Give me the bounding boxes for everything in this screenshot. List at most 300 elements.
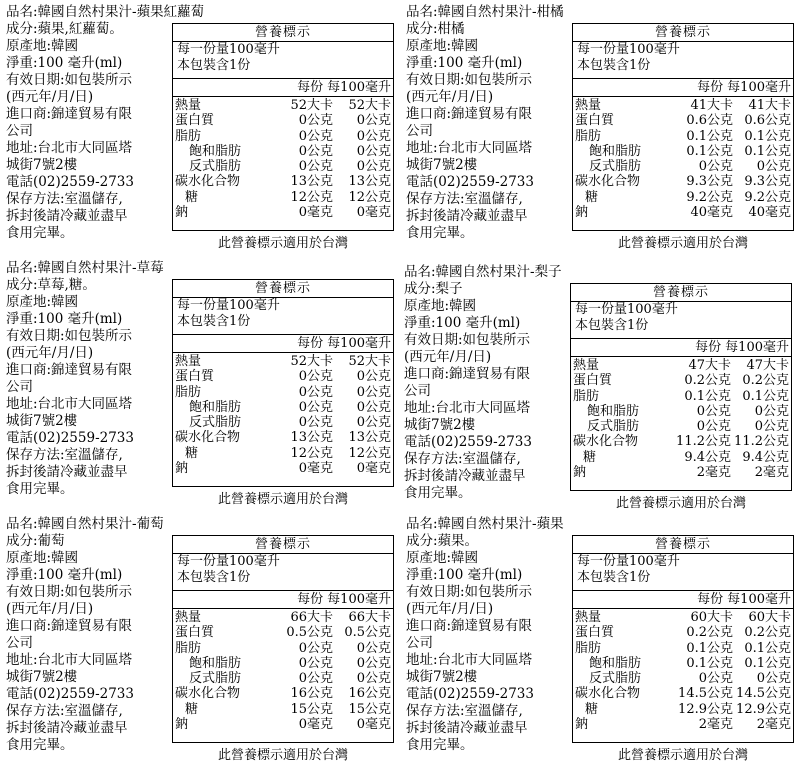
nutrient-name: 鈉 [175, 205, 189, 221]
nutrient-name: 熱量 [573, 358, 600, 373]
nutrient-row [173, 671, 393, 686]
per-serving-value: 16公克 [290, 686, 333, 702]
importer-line-1: 進口商:錦達貿易有限 [6, 362, 133, 378]
address-line-2: 城街7號2樓 [6, 669, 78, 685]
per-100ml-value: 0.5公克 [344, 625, 391, 641]
column-header [173, 78, 393, 97]
per-serving-value: 41大卡 [690, 98, 733, 113]
expiry-line-2: (西元年/月/日) [6, 89, 94, 105]
nutrient-row [173, 385, 393, 400]
per-serving-value: 0.2公克 [684, 373, 731, 389]
nutrient-name: 碳水化合物 [175, 430, 241, 446]
storage-line-1: 保存方法:室溫儲存, [6, 703, 123, 719]
per-100ml-value: 0.2公克 [742, 373, 789, 389]
per-serving-value: 0公克 [298, 640, 333, 656]
per-serving-value: 15公克 [290, 701, 333, 717]
servings-per-pack: 本包裝含1份 [177, 58, 251, 73]
applicability-note: 此營養標示適用於台灣 [617, 236, 748, 251]
expiry-line-1: 有效日期:如包裝所示 [406, 584, 533, 600]
per-100ml-value: 11.2公克 [734, 434, 789, 450]
product-name: 品名:韓國自然村果汁-蘋果 [406, 516, 564, 532]
storage-line-3: 食用完畢。 [406, 737, 474, 753]
servings-per-pack: 本包裝含1份 [577, 58, 651, 73]
nutrient-name: 熱量 [575, 610, 602, 625]
per-serving-value: 0.1公克 [684, 388, 731, 404]
address-line-1: 地址:台北市大同區塔 [406, 140, 533, 156]
nutrient-row [573, 190, 793, 205]
servings-per-pack: 本包裝含1份 [177, 314, 251, 329]
nutrient-row [173, 159, 393, 174]
serving-size: 每一份量100毫升 [577, 554, 680, 569]
ingredients: 成分:葡萄 [6, 533, 65, 549]
address-line-2: 城街7號2樓 [404, 417, 476, 433]
expiry-line-2: (西元年/月/日) [406, 89, 494, 105]
address-line-2: 城街7號2樓 [6, 157, 78, 173]
nutrient-row [571, 389, 791, 404]
storage-line-2: 拆封後請冷藏並盡早 [6, 464, 128, 480]
per-serving-value: 0毫克 [298, 461, 333, 477]
applicability-note: 此營養標示適用於台灣 [217, 236, 348, 251]
per-100ml-value: 0公克 [756, 159, 791, 175]
expiry-line-1: 有效日期:如包裝所示 [404, 332, 531, 348]
importer-line-2: 公司 [404, 383, 431, 399]
nutrient-row [573, 205, 793, 220]
storage-line-1: 保存方法:室溫儲存, [6, 191, 123, 207]
per-100ml-header: 每100毫升 [727, 80, 791, 95]
storage-line-2: 拆封後請冷藏並盡早 [404, 468, 526, 484]
storage-line-2: 拆封後請冷藏並盡早 [6, 208, 128, 224]
per-100ml-value: 0.1公克 [744, 128, 791, 144]
phone: 電話(02)2559-2733 [404, 434, 532, 450]
per-100ml-value: 0.2公克 [744, 625, 791, 641]
nutrient-table [173, 610, 393, 732]
per-serving-value: 52大卡 [290, 354, 333, 369]
product-name: 品名:韓國自然村果汁-蘋果紅蘿蔔 [6, 4, 205, 20]
nutrient-name: 反式脂肪 [189, 159, 242, 175]
nutrient-row [173, 641, 393, 656]
nutrient-name: 飽和脂肪 [189, 655, 242, 671]
storage-line-1: 保存方法:室溫儲存, [406, 191, 523, 207]
per-serving-value: 0毫克 [298, 717, 333, 733]
per-100ml-value: 0公克 [356, 159, 391, 175]
per-serving-header: 每份 [695, 340, 722, 355]
nutrient-row [573, 656, 793, 671]
phone: 電話(02)2559-2733 [6, 174, 134, 190]
nutrient-name: 碳水化合物 [575, 174, 641, 190]
product-name: 品名:韓國自然村果汁-柑橘 [406, 4, 564, 20]
nutrient-row [573, 641, 793, 656]
importer-line-2: 公司 [406, 635, 433, 651]
per-100ml-value: 0毫克 [356, 717, 391, 733]
per-100ml-value: 2毫克 [754, 465, 789, 481]
per-serving-value: 0公克 [696, 419, 731, 435]
nutrient-row [573, 671, 793, 686]
nutrient-name: 碳水化合物 [573, 434, 639, 450]
per-serving-value: 40毫克 [690, 205, 733, 221]
nutrition-title: 營養標示 [173, 24, 393, 42]
storage-line-3: 食用完畢。 [6, 225, 74, 241]
per-100ml-value: 0公克 [356, 415, 391, 431]
address-line-1: 地址:台北市大同區塔 [6, 652, 133, 668]
address-line-1: 地址:台北市大同區塔 [6, 396, 133, 412]
expiry-line-2: (西元年/月/日) [6, 601, 94, 617]
per-serving-value: 2毫克 [696, 465, 731, 481]
nutrient-name: 蛋白質 [573, 373, 613, 389]
per-100ml-header: 每100毫升 [727, 592, 791, 607]
importer-line-1: 進口商:錦達貿易有限 [6, 106, 133, 122]
nutrient-row [173, 415, 393, 430]
per-serving-value: 0公克 [298, 671, 333, 687]
phone: 電話(02)2559-2733 [406, 686, 534, 702]
nutrition-title: 營養標示 [173, 536, 393, 554]
nutrient-row [173, 625, 393, 640]
per-100ml-value: 0.1公克 [744, 143, 791, 159]
column-header [173, 590, 393, 609]
applicability-note: 此營養標示適用於台灣 [217, 748, 348, 763]
column-header [573, 590, 793, 609]
product-info [406, 533, 574, 754]
serving-size: 每一份量100毫升 [177, 554, 280, 569]
per-serving-value: 0公克 [298, 159, 333, 175]
per-serving-value: 9.3公克 [686, 174, 733, 190]
per-100ml-value: 0.6公克 [744, 113, 791, 129]
origin: 原產地:韓國 [404, 298, 477, 314]
per-100ml-value: 0.1公克 [744, 640, 791, 656]
per-100ml-value: 0公克 [356, 655, 391, 671]
per-serving-value: 0公克 [298, 655, 333, 671]
per-serving-value: 2毫克 [698, 717, 733, 733]
nutrient-row [571, 373, 791, 388]
nutrient-row [571, 465, 791, 480]
nutrition-facts-table [172, 279, 394, 487]
per-100ml-value: 47大卡 [746, 358, 789, 373]
per-100ml-value: 41大卡 [748, 98, 791, 113]
importer-line-2: 公司 [6, 635, 33, 651]
per-100ml-value: 0毫克 [356, 461, 391, 477]
nutrition-title: 營養標示 [573, 24, 793, 42]
nutrient-row [173, 369, 393, 384]
nutrient-name: 飽和脂肪 [589, 655, 642, 671]
ingredients: 成分:草莓,糖。 [6, 277, 96, 293]
per-serving-value: 0公克 [696, 403, 731, 419]
per-serving-value: 0公克 [298, 113, 333, 129]
per-serving-value: 9.4公克 [684, 449, 731, 465]
product-info [6, 21, 174, 242]
per-serving-value: 0.2公克 [686, 625, 733, 641]
per-100ml-value: 0公克 [356, 369, 391, 385]
product-label-panel [2, 2, 398, 256]
applicability-note: 此營養標示適用於台灣 [615, 496, 746, 511]
per-serving-value: 0公克 [298, 399, 333, 415]
importer-line-2: 公司 [6, 379, 33, 395]
nutrient-name: 糖 [185, 445, 199, 461]
product-label-panel [402, 514, 798, 768]
per-serving-value: 0公克 [298, 369, 333, 385]
nutrient-row [573, 625, 793, 640]
ingredients: 成分:柑橘 [406, 21, 465, 37]
nutrient-name: 蛋白質 [575, 113, 615, 129]
per-serving-header: 每份 [297, 80, 324, 95]
per-100ml-value: 60大卡 [748, 610, 791, 625]
nutrient-name: 脂肪 [573, 388, 600, 404]
nutrient-name: 蛋白質 [175, 369, 215, 385]
product-label-panel [400, 262, 796, 516]
nutrient-name: 鈉 [575, 717, 589, 733]
storage-line-3: 食用完畢。 [6, 737, 74, 753]
nutrient-name: 糖 [185, 189, 199, 205]
net-volume: 淨重:100 毫升(ml) [6, 567, 123, 583]
column-header [573, 78, 793, 97]
nutrient-name: 蛋白質 [175, 113, 215, 129]
per-serving-value: 0.6公克 [686, 113, 733, 129]
per-100ml-value: 12公克 [348, 445, 391, 461]
nutrient-row [173, 205, 393, 220]
nutrient-row [571, 434, 791, 449]
nutrient-row [573, 129, 793, 144]
per-serving-value: 0毫克 [298, 205, 333, 221]
per-100ml-value: 40毫克 [748, 205, 791, 221]
per-serving-value: 66大卡 [290, 610, 333, 625]
nutrient-name: 熱量 [575, 98, 602, 113]
nutrient-name: 反式脂肪 [189, 415, 242, 431]
address-line-2: 城街7號2樓 [406, 157, 478, 173]
per-100ml-value: 0公克 [756, 671, 791, 687]
per-serving-value: 12公克 [290, 189, 333, 205]
nutrient-name: 鈉 [175, 717, 189, 733]
nutrient-row [173, 717, 393, 732]
importer-line-1: 進口商:錦達貿易有限 [406, 106, 533, 122]
importer-line-2: 公司 [6, 123, 33, 139]
nutrient-name: 碳水化合物 [575, 686, 641, 702]
per-100ml-header: 每100毫升 [725, 340, 789, 355]
servings-per-pack: 本包裝含1份 [575, 318, 649, 333]
applicability-note: 此營養標示適用於台灣 [617, 748, 748, 763]
per-serving-value: 0公克 [298, 128, 333, 144]
product-name: 品名:韓國自然村果汁-草莓 [6, 260, 164, 276]
storage-line-2: 拆封後請冷藏並盡早 [406, 720, 528, 736]
nutrient-row [173, 702, 393, 717]
storage-line-3: 食用完畢。 [406, 225, 474, 241]
nutrient-name: 糖 [185, 701, 199, 717]
per-serving-value: 12公克 [290, 445, 333, 461]
nutrient-row [573, 174, 793, 189]
nutrient-name: 脂肪 [575, 640, 602, 656]
per-100ml-value: 66大卡 [348, 610, 391, 625]
nutrient-name: 糖 [583, 449, 597, 465]
per-100ml-value: 9.3公克 [744, 174, 791, 190]
nutrient-name: 飽和脂肪 [587, 403, 640, 419]
nutrient-name: 鈉 [175, 461, 189, 477]
nutrient-row [173, 610, 393, 625]
per-100ml-value: 0公克 [356, 399, 391, 415]
origin: 原產地:韓國 [6, 38, 79, 54]
nutrient-name: 熱量 [175, 610, 202, 625]
nutrient-name: 糖 [585, 701, 599, 717]
nutrient-row [173, 354, 393, 369]
product-name: 品名:韓國自然村果汁-葡萄 [6, 516, 164, 532]
storage-line-3: 食用完畢。 [404, 485, 472, 501]
origin: 原產地:韓國 [406, 38, 479, 54]
per-100ml-value: 9.2公克 [744, 189, 791, 205]
nutrition-facts-table [172, 23, 394, 231]
origin: 原產地:韓國 [406, 550, 479, 566]
net-volume: 淨重:100 毫升(ml) [406, 567, 523, 583]
expiry-line-1: 有效日期:如包裝所示 [406, 72, 533, 88]
per-serving-value: 47大卡 [688, 358, 731, 373]
per-100ml-value: 0公克 [754, 419, 789, 435]
nutrient-name: 飽和脂肪 [189, 143, 242, 159]
storage-line-2: 拆封後請冷藏並盡早 [6, 720, 128, 736]
product-label-panel [2, 514, 398, 768]
nutrition-facts-table [572, 535, 794, 743]
nutrition-title: 營養標示 [571, 284, 791, 302]
nutrient-name: 反式脂肪 [589, 671, 642, 687]
importer-line-2: 公司 [406, 123, 433, 139]
product-label-panel [402, 2, 798, 256]
nutrient-row [573, 702, 793, 717]
nutrient-row [571, 419, 791, 434]
net-volume: 淨重:100 毫升(ml) [406, 55, 523, 71]
per-serving-header: 每份 [297, 336, 324, 351]
expiry-line-2: (西元年/月/日) [6, 345, 94, 361]
serving-size: 每一份量100毫升 [575, 302, 678, 317]
nutrient-name: 蛋白質 [175, 625, 215, 641]
per-serving-header: 每份 [697, 80, 724, 95]
nutrient-row [173, 190, 393, 205]
nutrient-name: 碳水化合物 [175, 174, 241, 190]
address-line-2: 城街7號2樓 [406, 669, 478, 685]
per-100ml-value: 0.1公克 [742, 388, 789, 404]
net-volume: 淨重:100 毫升(ml) [6, 55, 123, 71]
nutrient-name: 反式脂肪 [587, 419, 640, 435]
nutrient-row [173, 113, 393, 128]
nutrient-name: 脂肪 [175, 128, 202, 144]
per-serving-header: 每份 [297, 592, 324, 607]
expiry-line-2: (西元年/月/日) [404, 349, 492, 365]
nutrition-facts-table [172, 535, 394, 743]
expiry-line-1: 有效日期:如包裝所示 [6, 584, 133, 600]
nutrition-title: 營養標示 [573, 536, 793, 554]
per-100ml-value: 0公克 [356, 384, 391, 400]
per-100ml-value: 12公克 [348, 189, 391, 205]
nutrient-row [573, 610, 793, 625]
servings-per-pack: 本包裝含1份 [177, 570, 251, 585]
per-serving-value: 0.1公克 [686, 128, 733, 144]
nutrient-table [573, 610, 793, 732]
per-100ml-value: 0.1公克 [744, 655, 791, 671]
per-serving-value: 12.9公克 [678, 701, 733, 717]
address-line-1: 地址:台北市大同區塔 [6, 140, 133, 156]
per-serving-value: 0.1公克 [686, 640, 733, 656]
expiry-line-2: (西元年/月/日) [406, 601, 494, 617]
nutrient-name: 糖 [585, 189, 599, 205]
per-100ml-value: 12.9公克 [736, 701, 791, 717]
importer-line-1: 進口商:錦達貿易有限 [406, 618, 533, 634]
nutrient-row [573, 113, 793, 128]
nutrient-row [571, 450, 791, 465]
phone: 電話(02)2559-2733 [406, 174, 534, 190]
per-100ml-value: 0毫克 [356, 205, 391, 221]
expiry-line-1: 有效日期:如包裝所示 [6, 72, 133, 88]
nutrient-row [573, 98, 793, 113]
per-100ml-value: 0公克 [754, 403, 789, 419]
nutrient-name: 反式脂肪 [589, 159, 642, 175]
per-100ml-value: 16公克 [348, 686, 391, 702]
per-100ml-value: 2毫克 [756, 717, 791, 733]
per-100ml-value: 0公克 [356, 143, 391, 159]
per-serving-value: 9.2公克 [686, 189, 733, 205]
product-info [6, 277, 174, 498]
servings-per-pack: 本包裝含1份 [577, 570, 651, 585]
product-label-panel [2, 258, 398, 512]
nutrient-name: 飽和脂肪 [189, 399, 242, 415]
per-serving-value: 13公克 [290, 430, 333, 446]
nutrient-table [173, 98, 393, 220]
nutrient-row [573, 686, 793, 701]
importer-line-1: 進口商:錦達貿易有限 [404, 366, 531, 382]
nutrient-name: 碳水化合物 [175, 686, 241, 702]
nutrient-name: 蛋白質 [575, 625, 615, 641]
storage-line-2: 拆封後請冷藏並盡早 [406, 208, 528, 224]
per-serving-value: 11.2公克 [676, 434, 731, 450]
address-line-2: 城街7號2樓 [6, 413, 78, 429]
per-100ml-value: 0公克 [356, 640, 391, 656]
per-serving-value: 0公克 [698, 159, 733, 175]
nutrient-row [173, 461, 393, 476]
nutrient-name: 熱量 [175, 98, 202, 113]
per-100ml-header: 每100毫升 [327, 336, 391, 351]
ingredients: 成分:梨子 [404, 281, 463, 297]
address-line-1: 地址:台北市大同區塔 [406, 652, 533, 668]
product-info [406, 21, 574, 242]
net-volume: 淨重:100 毫升(ml) [404, 315, 521, 331]
nutrient-row [573, 144, 793, 159]
nutrient-name: 脂肪 [175, 384, 202, 400]
phone: 電話(02)2559-2733 [6, 686, 134, 702]
per-serving-value: 14.5公克 [678, 686, 733, 702]
nutrition-facts-table [570, 283, 792, 491]
per-100ml-value: 15公克 [348, 701, 391, 717]
nutrient-row [571, 358, 791, 373]
per-100ml-value: 14.5公克 [736, 686, 791, 702]
product-name: 品名:韓國自然村果汁-梨子 [404, 264, 562, 280]
per-100ml-value: 0公克 [356, 671, 391, 687]
nutrient-name: 飽和脂肪 [589, 143, 642, 159]
nutrient-name: 鈉 [575, 205, 589, 221]
per-serving-value: 60大卡 [690, 610, 733, 625]
nutrient-row [173, 656, 393, 671]
origin: 原產地:韓國 [6, 550, 79, 566]
phone: 電話(02)2559-2733 [6, 430, 134, 446]
net-volume: 淨重:100 毫升(ml) [6, 311, 123, 327]
per-serving-value: 0公克 [298, 384, 333, 400]
nutrient-row [173, 430, 393, 445]
nutrient-row [573, 717, 793, 732]
product-info [6, 533, 174, 754]
address-line-1: 地址:台北市大同區塔 [404, 400, 531, 416]
per-100ml-value: 52大卡 [348, 98, 391, 113]
per-serving-header: 每份 [697, 592, 724, 607]
serving-size: 每一份量100毫升 [177, 42, 280, 57]
per-serving-value: 52大卡 [290, 98, 333, 113]
per-100ml-header: 每100毫升 [327, 592, 391, 607]
column-header [173, 334, 393, 353]
applicability-note: 此營養標示適用於台灣 [217, 492, 348, 507]
nutrient-row [173, 98, 393, 113]
per-serving-value: 0公克 [298, 415, 333, 431]
nutrient-row [173, 446, 393, 461]
per-100ml-value: 0公克 [356, 113, 391, 129]
